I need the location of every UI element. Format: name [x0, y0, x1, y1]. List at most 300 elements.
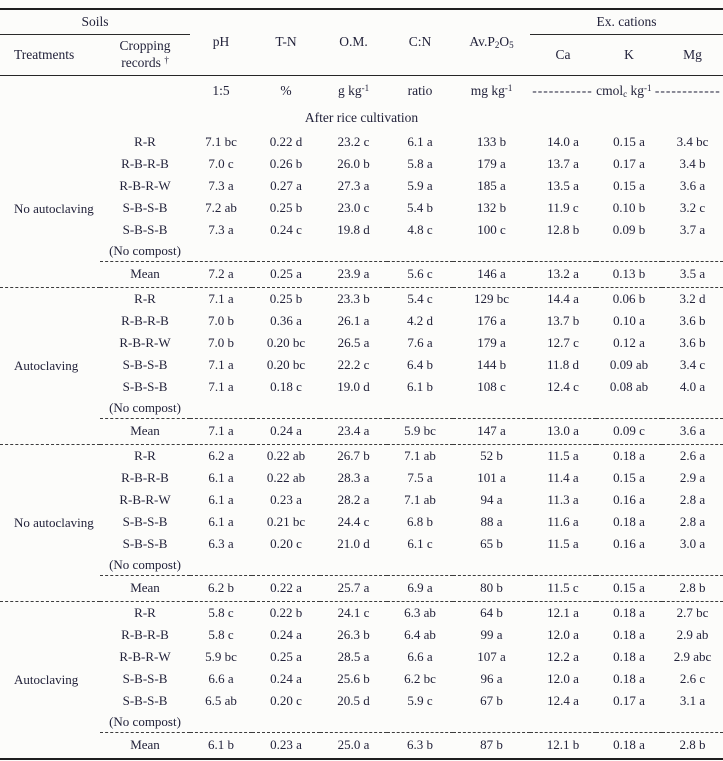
cropping-record: R-R — [134, 133, 156, 149]
value-avp: 176 a — [477, 312, 506, 328]
value-avp: 96 a — [480, 670, 503, 686]
table-row — [0, 376, 723, 398]
table-row — [0, 690, 723, 712]
mean-label: Mean — [100, 262, 190, 288]
mean-label: Mean — [100, 576, 190, 602]
value-tn: 0.25 a — [270, 648, 302, 664]
cropping-record: S-B-S-B — [122, 356, 168, 372]
value-ca: 11.6 a — [547, 513, 579, 529]
empty-cell — [252, 398, 320, 419]
mean-row — [0, 733, 723, 760]
value-avp: 129 bc — [474, 290, 510, 306]
mean-row — [0, 419, 723, 445]
mean-label: Mean — [100, 733, 190, 760]
col-header-ph: pH — [190, 9, 252, 76]
value-cn: 6.8 b — [407, 513, 434, 529]
value-mg: 3.2 c — [679, 199, 706, 215]
value-tn: 0.24 c — [270, 221, 302, 237]
value-cn: 6.3 ab — [404, 604, 436, 620]
value-tn: 0.18 c — [270, 378, 302, 394]
unit-tn: % — [280, 82, 292, 98]
table-row — [0, 219, 723, 241]
value-tn: 0.22 ab — [266, 469, 306, 485]
value-tn: 0.26 b — [269, 155, 303, 171]
mean-value-cn: 5.6 c — [387, 262, 453, 288]
empty-cell — [320, 241, 387, 262]
value-mg: 2.7 bc — [676, 604, 709, 620]
value-ca: 12.1 a — [547, 604, 579, 620]
col-header-om: O.M. — [320, 9, 387, 76]
value-tn: 0.22 d — [269, 133, 303, 149]
value-ph: 7.1 a — [208, 378, 234, 394]
value-k: 0.09 b — [612, 221, 646, 237]
value-cn: 5.4 c — [407, 290, 433, 306]
avp-sub-2: 2 — [494, 40, 500, 51]
empty-cell — [596, 398, 662, 419]
table-header — [0, 9, 723, 76]
mean-label: Mean — [100, 419, 190, 445]
mean-row — [0, 576, 723, 602]
value-ca: 11.3 a — [547, 491, 579, 507]
value-om: 23.3 b — [337, 290, 370, 306]
value-ca: 12.4 c — [547, 378, 579, 394]
empty-cell — [190, 712, 252, 733]
value-mg: 3.4 c — [679, 356, 706, 372]
value-tn: 0.24 a — [270, 626, 302, 642]
value-ph: 5.8 c — [208, 626, 234, 642]
value-ph: 6.6 a — [208, 670, 234, 686]
value-k: 0.18 a — [613, 513, 645, 529]
value-ph: 6.2 a — [208, 447, 234, 463]
mean-value-tn: 0.25 a — [252, 262, 320, 288]
dagger-footnote-mark: † — [164, 54, 169, 65]
value-cn: 7.5 a — [407, 469, 433, 485]
table-row — [0, 197, 723, 219]
unit-avp-sup: -1 — [504, 82, 513, 93]
value-cn: 7.6 a — [407, 334, 433, 350]
cropping-record: R-B-R-B — [121, 626, 169, 642]
cropping-record: R-B-R-W — [119, 648, 171, 664]
value-tn: 0.23 a — [270, 491, 302, 507]
unit-avp-base: mg kg — [470, 82, 505, 98]
col-header-cropping-records — [100, 35, 190, 76]
value-tn: 0.24 a — [270, 670, 302, 686]
mean-value-om: 25.0 a — [320, 733, 387, 760]
table-row — [0, 624, 723, 646]
empty-cell — [453, 241, 530, 262]
mean-value-om: 23.4 a — [320, 419, 387, 445]
value-mg: 4.0 a — [679, 378, 706, 394]
mean-value-k: 0.09 c — [596, 419, 662, 445]
value-cn: 6.4 ab — [404, 626, 436, 642]
mean-value-avp: 80 b — [453, 576, 530, 602]
empty-cell — [320, 555, 387, 576]
value-tn: 0.21 bc — [266, 513, 306, 529]
value-mg: 2.9 abc — [673, 648, 712, 664]
value-avp: 88 a — [480, 513, 503, 529]
value-ca: 12.7 c — [547, 334, 579, 350]
value-ca: 14.0 a — [547, 133, 579, 149]
value-ca: 12.2 a — [547, 648, 579, 664]
mean-value-cn: 6.9 a — [387, 576, 453, 602]
table-row — [0, 175, 723, 197]
table-row — [0, 131, 723, 153]
unit-om-base: g kg — [337, 82, 362, 98]
empty-cell — [453, 712, 530, 733]
cropping-record: S-B-S-B — [122, 513, 168, 529]
table-row — [0, 310, 723, 332]
value-mg: 3.6 a — [679, 177, 706, 193]
unit-avp — [453, 76, 530, 107]
value-om: 25.6 b — [337, 670, 370, 686]
empty-cell — [530, 241, 596, 262]
table-body — [0, 76, 723, 760]
mean-value-tn: 0.22 a — [252, 576, 320, 602]
mean-value-ph: 6.1 b — [190, 733, 252, 760]
value-k: 0.17 a — [613, 155, 645, 171]
cropping-record: R-R — [134, 604, 156, 620]
mean-value-avp: 147 a — [453, 419, 530, 445]
value-mg: 3.4 bc — [676, 133, 709, 149]
mean-value-ph: 6.2 b — [190, 576, 252, 602]
value-om: 26.0 b — [337, 155, 370, 171]
value-avp: 132 b — [476, 199, 507, 215]
empty-cell — [320, 712, 387, 733]
value-ca: 13.5 a — [547, 177, 579, 193]
table-row — [0, 288, 723, 311]
mean-value-mg: 3.5 a — [662, 262, 723, 288]
ex-cations-group-header: Ex. cations — [530, 9, 723, 35]
value-ph: 6.1 a — [208, 513, 234, 529]
value-om: 28.2 a — [337, 491, 370, 507]
value-k: 0.15 a — [613, 177, 645, 193]
mean-value-ph: 7.1 a — [190, 419, 252, 445]
table-row — [0, 533, 723, 555]
table-row — [0, 511, 723, 533]
value-k: 0.10 b — [612, 199, 646, 215]
value-ca: 13.7 b — [546, 312, 580, 328]
cropping-record: S-B-S-B — [122, 199, 168, 215]
value-avp: 179 a — [477, 155, 506, 171]
value-tn: 0.25 b — [269, 290, 303, 306]
unit-cations-sub: c — [623, 88, 628, 99]
empty-cell — [662, 712, 723, 733]
value-k: 0.06 b — [612, 290, 646, 306]
unit-ph: 1:5 — [212, 82, 230, 98]
avp-o: O — [499, 34, 510, 50]
cropping-line1: Cropping — [119, 38, 171, 54]
value-cn: 5.9 c — [407, 692, 433, 708]
empty-cell — [596, 712, 662, 733]
cropping-record: S-B-S-B — [122, 221, 168, 237]
mean-value-mg: 2.8 b — [662, 576, 723, 602]
value-om: 23.2 c — [337, 133, 370, 149]
value-ca: 11.9 c — [547, 199, 579, 215]
mean-value-om: 23.9 a — [320, 262, 387, 288]
value-ca: 11.8 d — [547, 356, 580, 372]
value-ph: 7.1 a — [208, 356, 234, 372]
value-cn: 7.1 ab — [404, 491, 436, 507]
value-avp: 67 b — [480, 692, 503, 708]
value-cn: 5.9 a — [407, 177, 433, 193]
value-ca: 14.4 a — [547, 290, 579, 306]
value-om: 24.4 c — [337, 513, 370, 529]
section-header-row — [0, 106, 723, 131]
mean-value-k: 0.15 a — [596, 576, 662, 602]
value-tn: 0.20 bc — [266, 334, 306, 350]
empty-cell — [530, 555, 596, 576]
value-ph: 7.2 ab — [205, 199, 237, 215]
value-mg: 3.6 b — [679, 334, 706, 350]
empty-cell — [190, 398, 252, 419]
value-cn: 6.1 c — [407, 535, 433, 551]
empty-cell — [596, 555, 662, 576]
value-avp: 65 b — [480, 535, 503, 551]
value-om: 23.0 c — [337, 199, 370, 215]
value-tn: 0.20 bc — [266, 356, 306, 372]
treatment-label: No autoclaving — [0, 445, 100, 602]
value-k: 0.15 a — [613, 469, 645, 485]
empty-cell — [596, 241, 662, 262]
empty-cell — [100, 76, 190, 107]
value-avp: 185 a — [477, 177, 506, 193]
mean-value-cn: 6.3 b — [387, 733, 453, 760]
unit-cations-dash-right: ------------ — [654, 82, 721, 98]
col-header-cn: C:N — [387, 9, 453, 76]
col-header-tn: T-N — [252, 9, 320, 76]
col-header-treatments: Treatments — [0, 35, 100, 76]
value-cn: 6.1 b — [407, 378, 434, 394]
value-avp: 108 c — [477, 378, 506, 394]
value-ph: 7.0 c — [208, 155, 234, 171]
value-om: 22.2 c — [337, 356, 370, 372]
col-header-avp2o5 — [453, 9, 530, 76]
cropping-record: R-R — [134, 290, 156, 306]
value-tn: 0.25 b — [269, 199, 303, 215]
value-avp: 144 b — [476, 356, 507, 372]
col-header-k: K — [596, 35, 662, 76]
value-mg: 2.8 a — [679, 491, 706, 507]
value-mg: 2.9 ab — [676, 626, 709, 642]
cropping-record: S-B-S-B — [122, 670, 168, 686]
value-ca: 13.7 a — [547, 155, 579, 171]
empty-cell — [453, 555, 530, 576]
value-avp: 101 a — [477, 469, 506, 485]
soil-analysis-table — [0, 8, 723, 760]
mean-value-k: 0.13 b — [596, 262, 662, 288]
value-mg: 3.6 b — [679, 312, 706, 328]
empty-cell — [530, 712, 596, 733]
value-tn: 0.20 c — [270, 535, 302, 551]
value-om: 26.3 b — [337, 626, 370, 642]
table-row — [0, 354, 723, 376]
unit-cations-dash-left: ----------- — [532, 82, 593, 98]
value-mg: 3.0 a — [679, 535, 706, 551]
value-cn: 4.8 c — [407, 221, 433, 237]
value-avp: 107 a — [477, 648, 506, 664]
cropping-record: R-B-R-W — [119, 177, 171, 193]
empty-cell — [387, 241, 453, 262]
unit-cations-base: cmol — [596, 82, 624, 98]
value-mg: 2.8 a — [679, 513, 706, 529]
mean-value-tn: 0.23 a — [252, 733, 320, 760]
empty-cell — [252, 555, 320, 576]
mean-value-tn: 0.24 a — [252, 419, 320, 445]
value-k: 0.18 a — [613, 604, 645, 620]
empty-cell — [387, 555, 453, 576]
value-om: 20.5 d — [337, 692, 370, 708]
value-k: 0.16 a — [613, 491, 645, 507]
value-om: 28.3 a — [337, 469, 370, 485]
table-row-note — [0, 398, 723, 419]
value-mg: 2.9 a — [679, 469, 706, 485]
value-avp: 100 c — [477, 221, 506, 237]
mean-value-ca: 13.0 a — [530, 419, 596, 445]
value-avp: 64 b — [480, 604, 503, 620]
treatment-label: Autoclaving — [0, 288, 100, 445]
value-ca: 12.0 a — [547, 626, 579, 642]
cropping-record: S-B-S-B — [122, 378, 168, 394]
value-cn: 5.4 b — [407, 199, 434, 215]
value-k: 0.18 a — [613, 670, 645, 686]
mean-value-ca: 13.2 a — [530, 262, 596, 288]
cropping-record: R-B-R-B — [121, 155, 169, 171]
empty-cell — [252, 241, 320, 262]
value-mg: 2.6 c — [679, 670, 706, 686]
mean-value-avp: 87 b — [453, 733, 530, 760]
empty-cell — [530, 398, 596, 419]
cropping-line2: records — [121, 55, 161, 70]
cropping-record: S-B-S-B — [122, 535, 168, 551]
value-cn: 5.8 a — [407, 155, 433, 171]
treatment-label: Autoclaving — [14, 671, 79, 687]
unit-om — [320, 76, 387, 107]
cropping-record-note: (No compost) — [109, 399, 181, 415]
value-ph: 7.3 a — [208, 177, 234, 193]
unit-cations-sup: -1 — [643, 82, 652, 93]
col-header-mg: Mg — [662, 35, 723, 76]
value-ph: 6.5 ab — [205, 692, 237, 708]
table-row-note — [0, 712, 723, 733]
mean-value-cn: 5.9 bc — [387, 419, 453, 445]
value-cn: 4.2 d — [407, 312, 434, 328]
cropping-record: R-B-R-W — [119, 334, 171, 350]
value-om: 21.0 d — [337, 535, 370, 551]
cropping-record: R-B-R-B — [121, 312, 169, 328]
value-ca: 12.0 a — [547, 670, 579, 686]
value-ph: 5.9 bc — [205, 648, 237, 664]
value-tn: 0.36 a — [270, 312, 302, 328]
value-cn: 6.4 b — [407, 356, 434, 372]
avp-base: Av.P — [469, 34, 495, 50]
value-tn: 0.22 b — [269, 604, 303, 620]
value-ca: 11.4 a — [547, 469, 579, 485]
mean-value-om: 25.7 a — [320, 576, 387, 602]
empty-cell — [387, 712, 453, 733]
section-title: After rice cultivation — [304, 110, 419, 126]
treatment-label: No autoclaving — [0, 131, 100, 288]
soils-group-header: Soils — [0, 9, 190, 35]
value-ca: 12.4 a — [547, 692, 579, 708]
value-ph: 7.1 bc — [205, 133, 237, 149]
empty-cell — [453, 398, 530, 419]
table-row-note — [0, 555, 723, 576]
avp-sub-5: 5 — [509, 40, 514, 51]
value-ph: 7.0 b — [208, 334, 235, 350]
empty-cell — [0, 76, 100, 107]
value-tn: 0.20 c — [270, 692, 302, 708]
value-ph: 6.3 a — [208, 535, 234, 551]
value-om: 19.8 d — [337, 221, 370, 237]
value-k: 0.18 a — [613, 626, 645, 642]
table-row — [0, 646, 723, 668]
value-k: 0.18 a — [613, 447, 645, 463]
mean-value-mg: 2.8 b — [662, 733, 723, 760]
value-k: 0.10 a — [613, 312, 645, 328]
empty-cell — [387, 398, 453, 419]
empty-cell — [320, 398, 387, 419]
value-om: 26.5 a — [337, 334, 370, 350]
value-k: 0.15 a — [613, 133, 645, 149]
table-row — [0, 668, 723, 690]
units-row — [0, 76, 723, 107]
value-cn: 7.1 ab — [404, 447, 436, 463]
empty-cell — [190, 241, 252, 262]
value-om: 26.7 b — [337, 447, 370, 463]
header-row-groups — [0, 9, 723, 35]
value-avp: 133 b — [476, 133, 507, 149]
value-ph: 6.1 a — [208, 469, 234, 485]
empty-cell — [662, 398, 723, 419]
empty-cell — [662, 555, 723, 576]
mean-value-ca: 12.1 b — [530, 733, 596, 760]
value-k: 0.09 ab — [609, 356, 649, 372]
value-om: 19.0 d — [337, 378, 370, 394]
table-row — [0, 332, 723, 354]
value-mg: 3.4 b — [679, 155, 706, 171]
mean-value-ca: 11.5 c — [530, 576, 596, 602]
cropping-record: R-B-R-B — [121, 469, 169, 485]
cropping-record: S-B-S-B — [122, 692, 168, 708]
value-ph: 7.0 b — [208, 312, 235, 328]
value-tn: 0.22 ab — [266, 447, 306, 463]
value-mg: 3.1 a — [679, 692, 706, 708]
empty-cell — [252, 712, 320, 733]
unit-cn: ratio — [407, 82, 433, 98]
value-k: 0.08 ab — [609, 378, 649, 394]
value-mg: 3.7 a — [679, 221, 706, 237]
table-row — [0, 445, 723, 468]
value-ph: 7.3 a — [208, 221, 234, 237]
col-header-ca: Ca — [530, 35, 596, 76]
value-om: 27.3 a — [337, 177, 370, 193]
table-row — [0, 602, 723, 625]
table-row-note — [0, 241, 723, 262]
value-om: 26.1 a — [337, 312, 370, 328]
value-mg: 2.6 a — [679, 447, 706, 463]
value-ph: 6.1 a — [208, 491, 234, 507]
unit-cations — [530, 76, 723, 107]
empty-cell — [662, 241, 723, 262]
value-ca: 11.5 a — [547, 447, 579, 463]
table-row — [0, 153, 723, 175]
value-om: 24.1 c — [337, 604, 370, 620]
cropping-record-note: (No compost) — [109, 556, 181, 572]
value-avp: 179 a — [477, 334, 506, 350]
value-k: 0.16 a — [613, 535, 645, 551]
value-cn: 6.6 a — [407, 648, 433, 664]
value-ca: 12.8 b — [546, 221, 580, 237]
